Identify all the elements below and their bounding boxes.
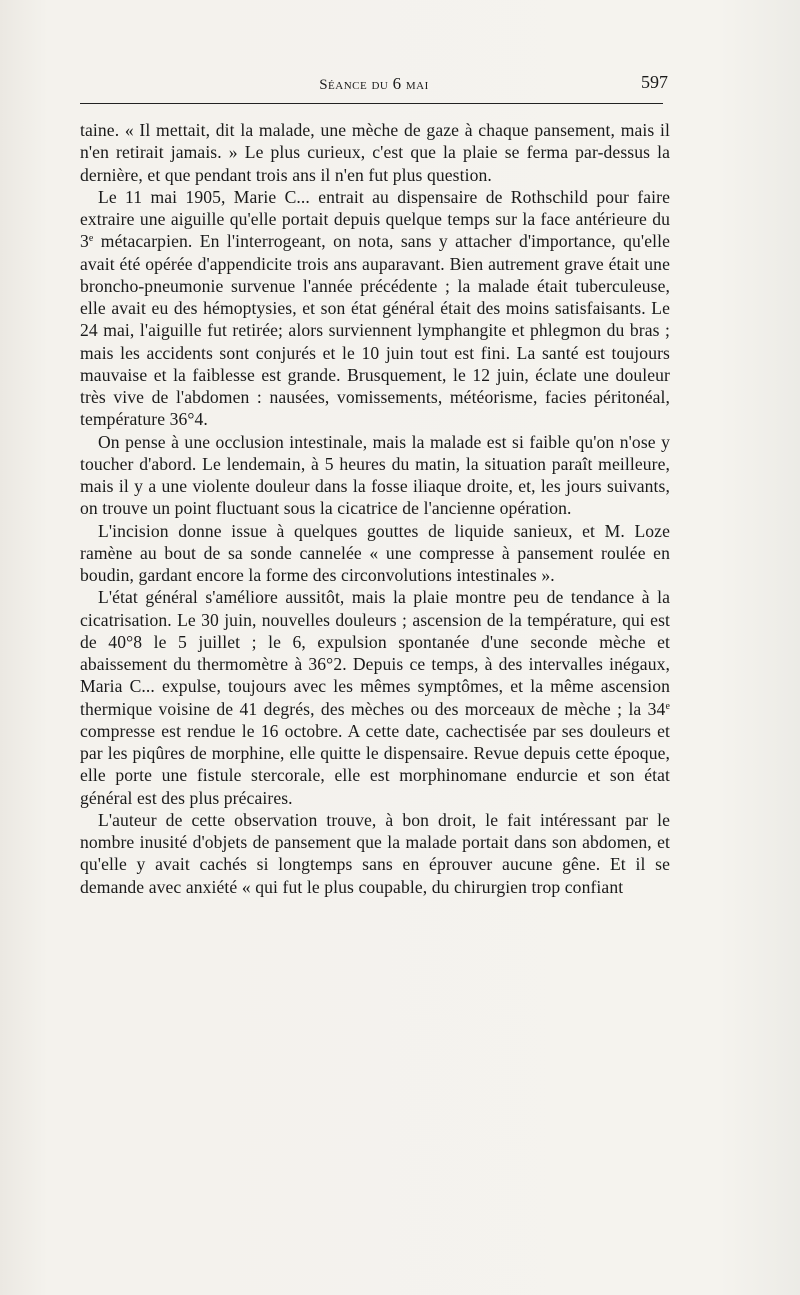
superscript-e: e bbox=[88, 233, 94, 245]
paragraph-4 bbox=[80, 520, 670, 587]
paragraph-text: L'incision donne issue à quelques gouttes de liquide sanieux, et M. Loze ramène au bout de sa sonde cannelée « une compresse à pansement roulée en boudin, gardant encore la forme des circonvolutions intestinales ». bbox=[80, 520, 670, 585]
body-text bbox=[80, 119, 670, 898]
running-head-pre: Séance du bbox=[319, 77, 393, 93]
paragraph-5 bbox=[80, 586, 670, 809]
page-header bbox=[80, 70, 668, 96]
paragraph-text: taine. « Il mettait, dit la malade, une mèche de gaze à chaque pansement, mais il n'en retirait jamais. » Le plus curieux, c'est que la plaie se ferma par-dessus la dernière, et que pendant trois ans il n'en fut plus question. bbox=[80, 120, 670, 185]
running-head-day: 6 bbox=[392, 74, 402, 93]
paragraph-text: métacarpien. En l'interrogeant, on nota, sans y attacher d'importance, qu'elle avait été opérée d'appendicite trois ans auparavant. Bien autrement grave était une broncho-pneumonie survenue l'année précédente ; la malade était tuberculeuse, elle avait eu des hémoptysies, et son état général était des moins satisfaisants. Le 24 mai, l'aiguille fut retirée; alors surviennent lymphangite et phlegmon du bras ; mais les accidents sont conjurés et le 10 juin tout est fini. La santé est toujours mauvaise et la faiblesse est grande. Brusquement, le 12 juin, éclate une douleur très vive de l'abdomen : nausées, vomissements, météorisme, facies péritonéal, température 36°4. bbox=[80, 231, 670, 430]
paragraph-2 bbox=[80, 186, 670, 431]
header-rule bbox=[80, 103, 663, 104]
paragraph-text: L'état général s'améliore aussitôt, mais la plaie montre peu de tendance à la cicatrisation. Le 30 juin, nouvelles douleurs ; ascension de la température, qui est de 40°8 le 5 juillet ; le 6, expulsion spontanée d'une seconde mèche et abaissement du thermomètre à 36°2. Depuis ce temps, à des intervalles inégaux, Maria C... expulse, toujours avec les mêmes symptômes, et la même ascension thermique voisine de 41 degrés, des mèches ou des morceaux de mèche ; la 34 bbox=[80, 587, 670, 719]
paragraph-6 bbox=[80, 809, 670, 898]
paragraph-text: On pense à une occlusion intestinale, mais la malade est si faible qu'on n'ose y toucher d'abord. Le lendemain, à 5 heures du matin, la situation paraît meilleure, mais il y a une violente douleur dans la fosse iliaque droite, et, les jours suivants, on trouve un point fluctuant sous la cicatrice de l'ancienne opération. bbox=[80, 431, 670, 519]
paragraph-1 bbox=[80, 119, 670, 186]
page-number: 597 bbox=[641, 72, 668, 92]
superscript-e: e bbox=[665, 700, 670, 712]
paragraph-3 bbox=[80, 431, 670, 520]
paragraph-text: L'auteur de cette observation trouve, à bon droit, le fait intéressant par le nombre inusité d'objets de pansement que la malade portait dans son abdomen, et qu'elle y avait cachés si longtemps sans en éprouver aucune gêne. Et il se demande avec anxiété « qui fut le plus coupable, du chirurgien trop confiant bbox=[80, 809, 670, 897]
running-head-post: mai bbox=[401, 77, 429, 93]
paragraph-text: Le 11 mai 1905, Marie C... entrait au dispensaire de Rothschild pour faire extraire une aiguille qu'elle portait depuis quelque temps sur la face antérieure du 3 bbox=[80, 186, 670, 252]
paragraph-text: compresse est rendue le 16 octobre. A cette date, cachectisée par ses douleurs et par les piqûres de morphine, elle quitte le dispensaire. Revue depuis cette époque, elle porte une fistule stercorale, elle est morphinomane endurcie et son état général est des plus précaires. bbox=[80, 720, 670, 808]
running-head bbox=[80, 74, 668, 94]
